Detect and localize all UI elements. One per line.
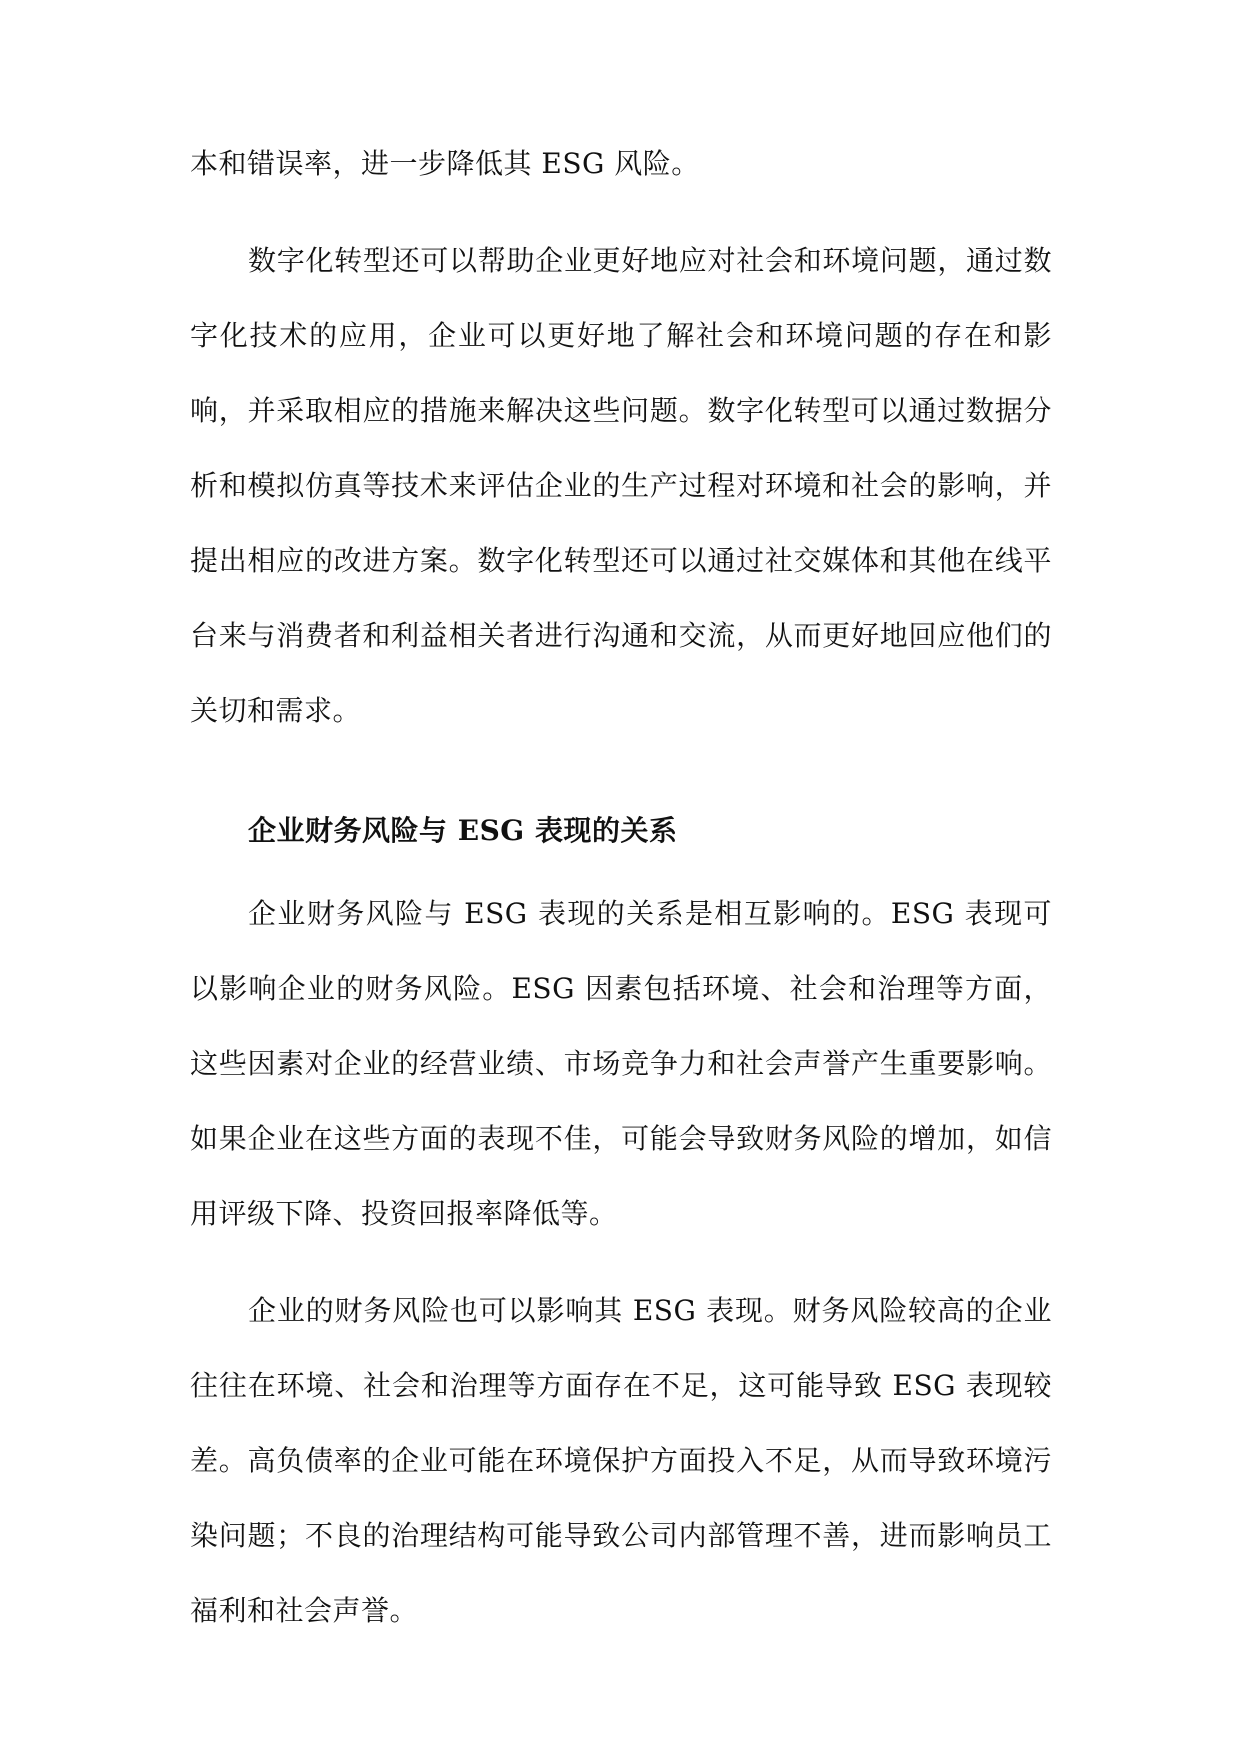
document-body: [190, 126, 1052, 1648]
paragraph-financial-risk-effect: 企业的财务风险也可以影响其 ESG 表现。财务风险较高的企业往往在环境、社会和治理等方面存在不足，这可能导致 ESG 表现较差。高负债率的企业可能在环境保护方面投入不足，从而导致环境污染问题；不良的治理结构可能导致公司内部管理不善，进而影响员工福利和社会声誉。: [190, 1294, 1052, 1627]
paragraph-digital-transformation: 数字化转型还可以帮助企业更好地应对社会和环境问题，通过数字化技术的应用，企业可以更好地了解社会和环境问题的存在和影响，并采取相应的措施来解决这些问题。数字化转型可以通过数据分析和模拟仿真等技术来评估企业的生产过程对环境和社会的影响，并提出相应的改进方案。数字化转型还可以通过社交媒体和其他在线平台来与消费者和利益相关者进行沟通和交流，从而更好地回应他们的关切和需求。: [190, 244, 1052, 727]
paragraph-relation: 企业财务风险与 ESG 表现的关系是相互影响的。ESG 表现可以影响企业的财务风险。ESG 因素包括环境、社会和治理等方面，这些因素对企业的经营业绩、市场竞争力和社会声誉产生重要影响。如果企业在这些方面的表现不佳，可能会导致财务风险的增加，如信用评级下降、投资回报率降低等。: [190, 897, 1052, 1230]
paragraph-continuation: 本和错误率，进一步降低其 ESG 风险。: [190, 147, 700, 180]
section-heading: 企业财务风险与 ESG 表现的关系: [248, 814, 678, 847]
